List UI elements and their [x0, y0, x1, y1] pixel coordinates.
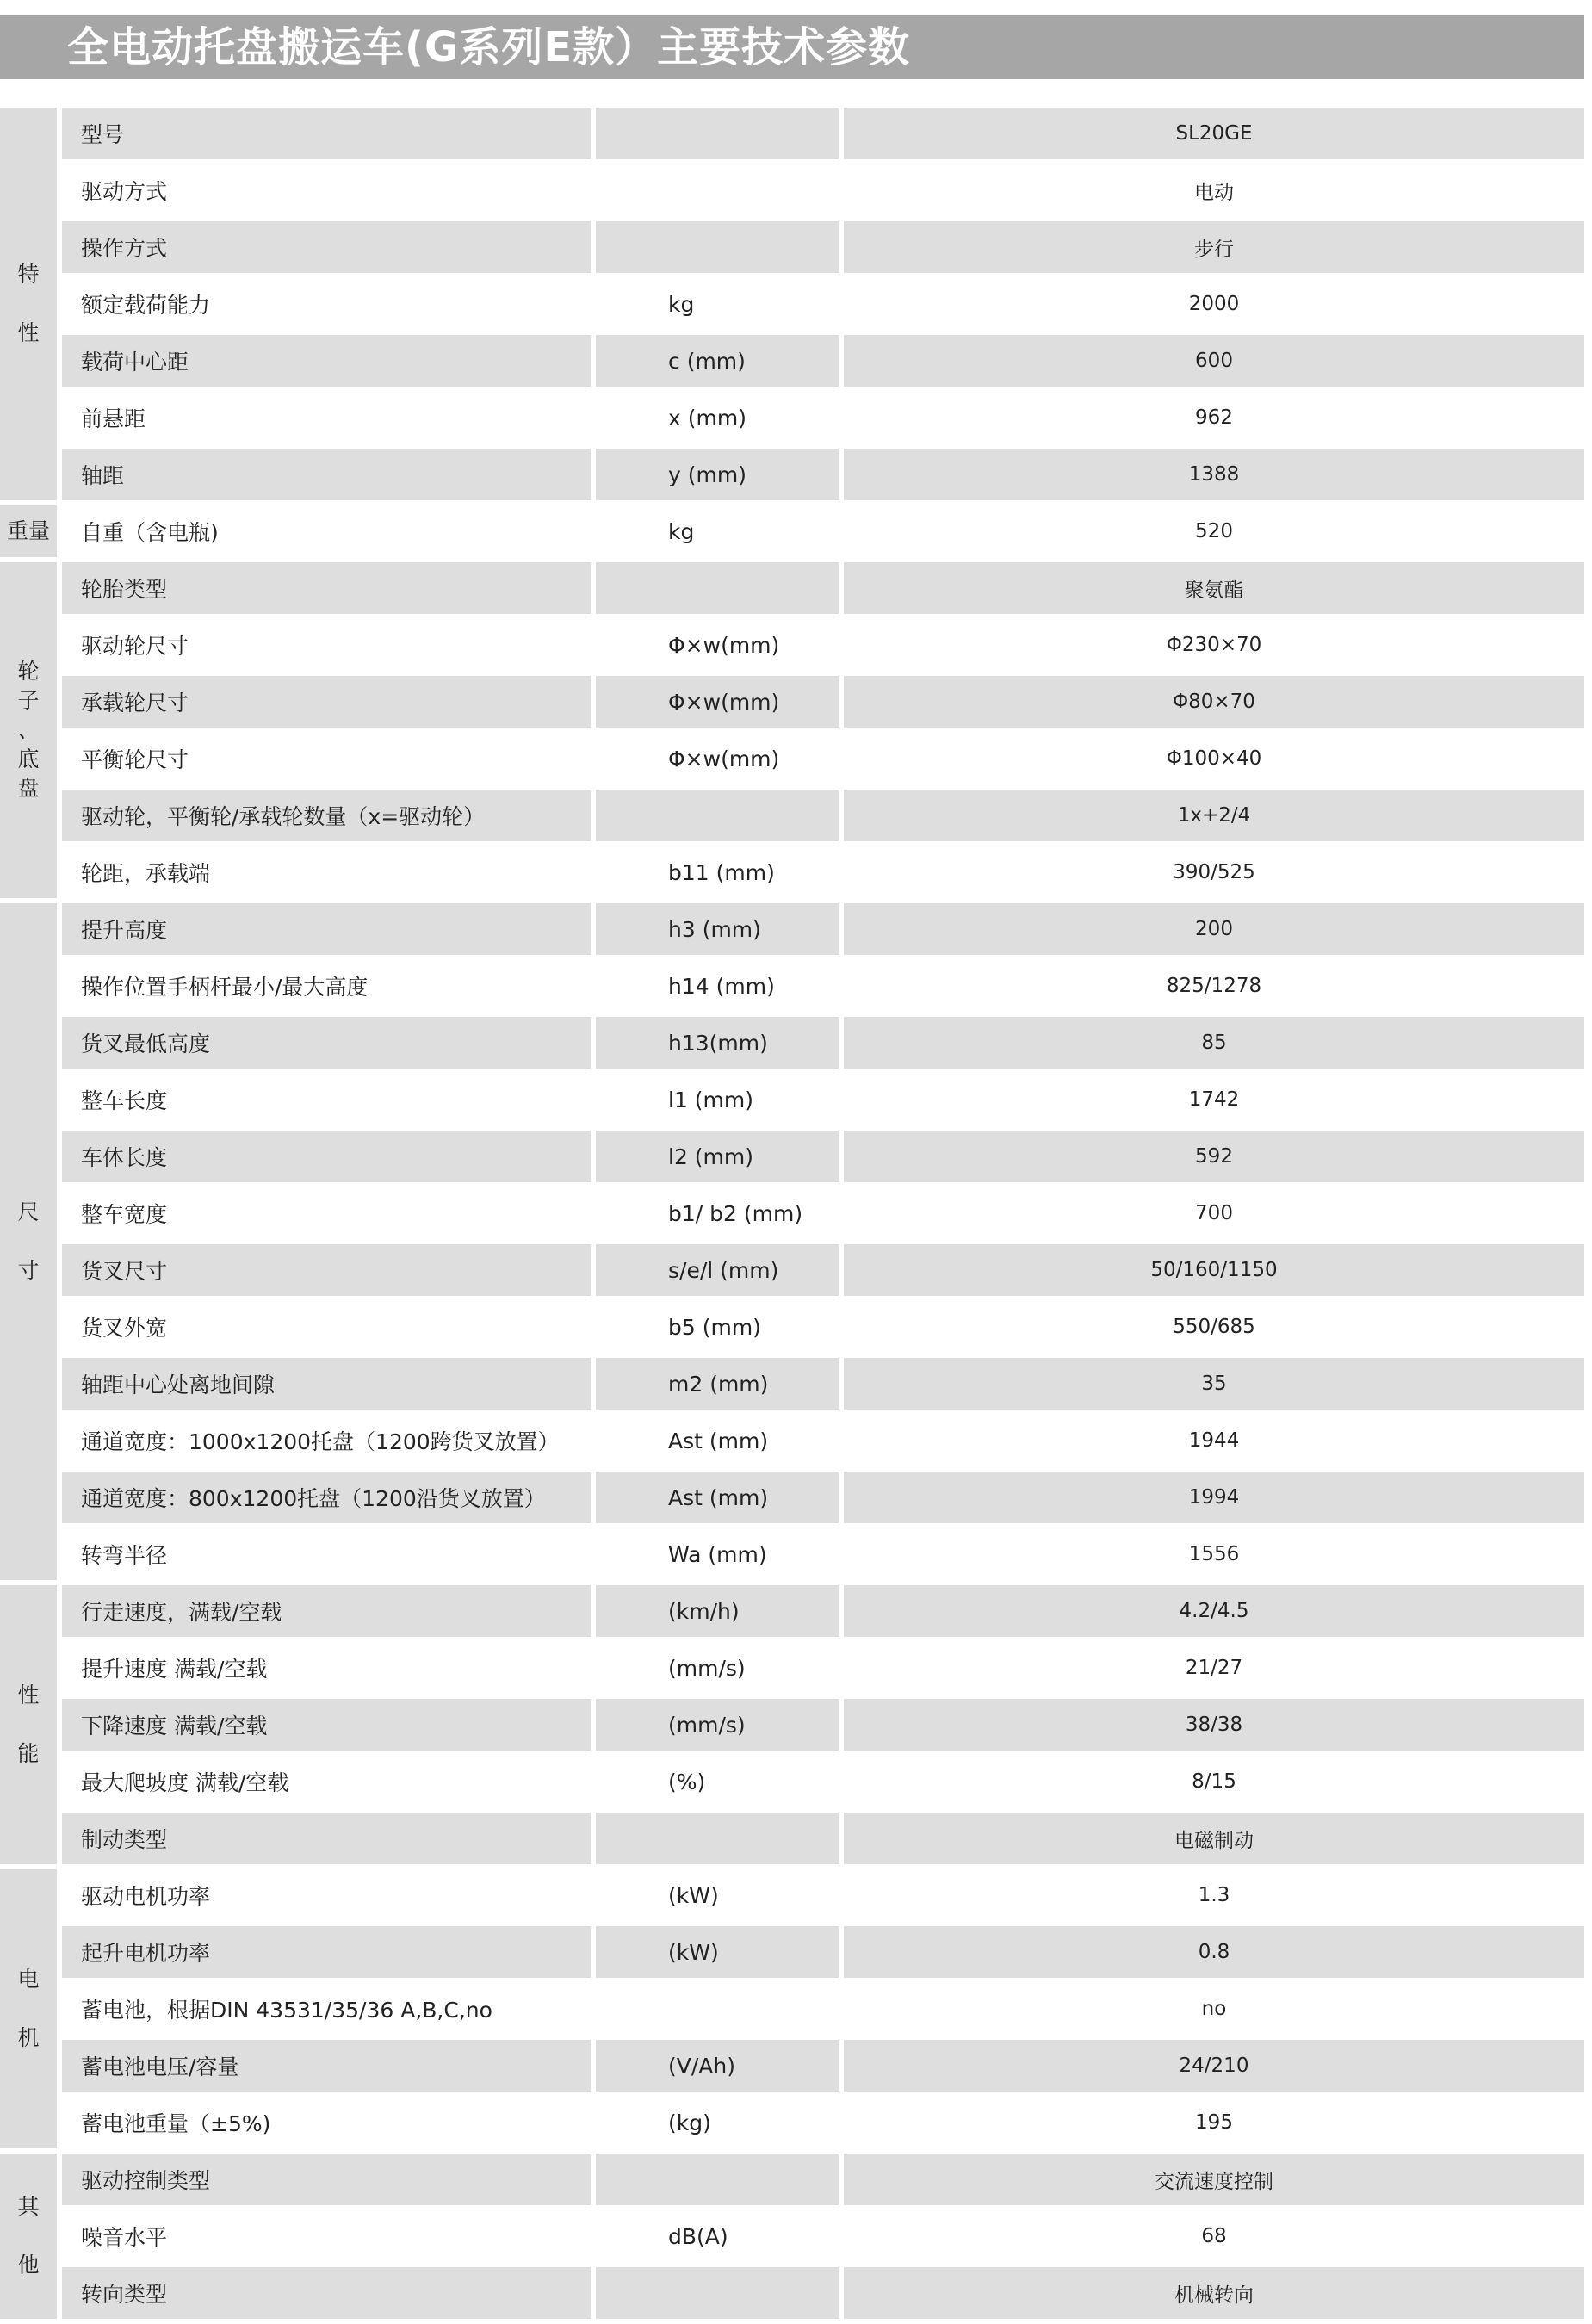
param-name: 整车宽度 — [62, 1187, 591, 1239]
param-unit: (V/Ah) — [596, 2040, 839, 2092]
table-row — [0, 2154, 1584, 2210]
param-name: 蓄电池重量（±5%) — [62, 2097, 591, 2148]
param-name: 蓄电池，根据DIN 43531/35/36 A,B,C,no — [62, 1983, 591, 2035]
table-row — [0, 1017, 1584, 1074]
table-row — [0, 2210, 1584, 2267]
param-unit: b11 (mm) — [596, 846, 839, 898]
param-value: Φ80×70 — [844, 676, 1584, 728]
param-name: 额定载荷能力 — [62, 278, 591, 330]
table-row — [0, 505, 1584, 562]
param-name: 自重（含电瓶) — [62, 505, 591, 557]
param-unit — [596, 221, 839, 273]
table-row — [0, 1358, 1584, 1415]
param-value: Φ230×70 — [844, 619, 1584, 671]
table-row — [0, 1926, 1584, 1983]
param-value: 550/685 — [844, 1301, 1584, 1353]
param-name: 货叉尺寸 — [62, 1244, 591, 1296]
param-name: 前悬距 — [62, 392, 591, 443]
table-row — [0, 2097, 1584, 2154]
param-unit: l2 (mm) — [596, 1131, 839, 1182]
group-label: 电 机 — [17, 1967, 40, 2050]
page-title: 全电动托盘搬运车(G系列E款）主要技术参数 — [67, 23, 911, 71]
group-label: 轮 子 、 底 盘 — [17, 659, 40, 801]
param-unit: Φ×w(mm) — [596, 676, 839, 728]
param-value: 聚氨酯 — [844, 562, 1584, 614]
param-value: 700 — [844, 1187, 1584, 1239]
table-row — [0, 1244, 1584, 1301]
param-unit: y (mm) — [596, 449, 839, 500]
group-label: 其 他 — [17, 2194, 40, 2278]
param-name: 提升速度 满载/空载 — [62, 1642, 591, 1694]
spec-group — [0, 1869, 1584, 2154]
param-value: 1944 — [844, 1415, 1584, 1466]
param-value: 电动 — [844, 164, 1584, 216]
param-unit: h3 (mm) — [596, 903, 839, 955]
param-value: 0.8 — [844, 1926, 1584, 1978]
param-unit: (%) — [596, 1756, 839, 1807]
param-name: 操作方式 — [62, 221, 591, 273]
table-row — [0, 1187, 1584, 1244]
param-unit: Ast (mm) — [596, 1472, 839, 1523]
param-unit: s/e/l (mm) — [596, 1244, 839, 1296]
param-value: 24/210 — [844, 2040, 1584, 2092]
param-value: 机械转向 — [844, 2267, 1584, 2319]
param-name: 蓄电池电压/容量 — [62, 2040, 591, 2092]
param-name: 整车长度 — [62, 1074, 591, 1125]
param-value: SL20GE — [844, 108, 1584, 159]
param-name: 最大爬坡度 满载/空载 — [62, 1756, 591, 1807]
param-name: 货叉最低高度 — [62, 1017, 591, 1069]
param-name: 制动类型 — [62, 1813, 591, 1864]
param-unit — [596, 562, 839, 614]
param-unit: c (mm) — [596, 335, 839, 387]
param-unit: b1/ b2 (mm) — [596, 1187, 839, 1239]
table-row — [0, 221, 1584, 278]
param-name: 车体长度 — [62, 1131, 591, 1182]
table-row — [0, 676, 1584, 733]
param-unit: Ast (mm) — [596, 1415, 839, 1466]
param-value: 68 — [844, 2210, 1584, 2262]
param-value: 592 — [844, 1131, 1584, 1182]
param-name: 轮距，承载端 — [62, 846, 591, 898]
param-unit: l1 (mm) — [596, 1074, 839, 1125]
param-value: 1556 — [844, 1528, 1584, 1580]
param-name: 轴距 — [62, 449, 591, 500]
param-value: 600 — [844, 335, 1584, 387]
param-value: 1742 — [844, 1074, 1584, 1125]
param-name: 下降速度 满载/空载 — [62, 1699, 591, 1751]
param-unit: (mm/s) — [596, 1642, 839, 1694]
param-value: 8/15 — [844, 1756, 1584, 1807]
param-name: 提升高度 — [62, 903, 591, 955]
param-value: 85 — [844, 1017, 1584, 1069]
table-row — [0, 1813, 1584, 1869]
param-unit: Wa (mm) — [596, 1528, 839, 1580]
table-row — [0, 619, 1584, 676]
param-unit: kg — [596, 278, 839, 330]
table-row — [0, 278, 1584, 335]
table-row — [0, 1528, 1584, 1585]
param-unit: Φ×w(mm) — [596, 619, 839, 671]
param-unit: (kW) — [596, 1869, 839, 1921]
group-label: 尺 寸 — [17, 1199, 40, 1283]
param-name: 转向类型 — [62, 2267, 591, 2319]
param-name: 轮胎类型 — [62, 562, 591, 614]
param-name: 货叉外宽 — [62, 1301, 591, 1353]
param-unit: kg — [596, 505, 839, 557]
table-row — [0, 449, 1584, 505]
param-value: 50/160/1150 — [844, 1244, 1584, 1296]
param-unit: (mm/s) — [596, 1699, 839, 1751]
param-unit: (kW) — [596, 1926, 839, 1978]
title-bar — [0, 15, 1584, 79]
param-value: 825/1278 — [844, 960, 1584, 1012]
table-row — [0, 790, 1584, 846]
param-value: 电磁制动 — [844, 1813, 1584, 1864]
param-unit — [596, 790, 839, 841]
param-unit: Φ×w(mm) — [596, 733, 839, 784]
param-unit: (kg) — [596, 2097, 839, 2148]
param-value: 962 — [844, 392, 1584, 443]
table-row — [0, 1131, 1584, 1187]
spec-group — [0, 505, 1584, 562]
table-row — [0, 392, 1584, 449]
param-value: 520 — [844, 505, 1584, 557]
param-unit — [596, 1983, 839, 2035]
table-row — [0, 1699, 1584, 1756]
table-row — [0, 164, 1584, 221]
param-unit — [596, 1813, 839, 1864]
param-name: 型号 — [62, 108, 591, 159]
param-value: no — [844, 1983, 1584, 2035]
param-value: Φ100×40 — [844, 733, 1584, 784]
table-row — [0, 1585, 1584, 1642]
param-value: 38/38 — [844, 1699, 1584, 1751]
param-unit — [596, 108, 839, 159]
table-row — [0, 108, 1584, 164]
param-value: 1388 — [844, 449, 1584, 500]
param-name: 平衡轮尺寸 — [62, 733, 591, 784]
param-name: 驱动控制类型 — [62, 2154, 591, 2205]
table-row — [0, 1869, 1584, 1926]
group-label: 重量 — [6, 518, 50, 543]
table-row — [0, 903, 1584, 960]
table-row — [0, 1983, 1584, 2040]
param-unit: h14 (mm) — [596, 960, 839, 1012]
param-value: 1x+2/4 — [844, 790, 1584, 841]
param-value: 4.2/4.5 — [844, 1585, 1584, 1637]
param-value: 21/27 — [844, 1642, 1584, 1694]
param-unit: b5 (mm) — [596, 1301, 839, 1353]
param-name: 行走速度，满载/空载 — [62, 1585, 591, 1637]
table-row — [0, 1756, 1584, 1813]
param-name: 载荷中心距 — [62, 335, 591, 387]
param-name: 驱动方式 — [62, 164, 591, 216]
param-name: 转弯半径 — [62, 1528, 591, 1580]
param-unit: x (mm) — [596, 392, 839, 443]
table-row — [0, 733, 1584, 790]
param-name: 起升电机功率 — [62, 1926, 591, 1978]
param-unit: h13(mm) — [596, 1017, 839, 1069]
param-name: 驱动轮尺寸 — [62, 619, 591, 671]
table-row — [0, 1301, 1584, 1358]
param-unit: (km/h) — [596, 1585, 839, 1637]
group-label: 性 能 — [17, 1683, 40, 1766]
param-name: 驱动轮，平衡轮/承载轮数量（x=驱动轮） — [62, 790, 591, 841]
param-value: 200 — [844, 903, 1584, 955]
param-name: 操作位置手柄杆最小/最大高度 — [62, 960, 591, 1012]
table-row — [0, 1642, 1584, 1699]
spec-table — [0, 108, 1584, 2324]
param-value: 1.3 — [844, 1869, 1584, 1921]
spec-group — [0, 903, 1584, 1585]
param-name: 承载轮尺寸 — [62, 676, 591, 728]
param-value: 1994 — [844, 1472, 1584, 1523]
table-row — [0, 2040, 1584, 2097]
param-value: 2000 — [844, 278, 1584, 330]
table-row — [0, 1472, 1584, 1528]
param-value: 交流速度控制 — [844, 2154, 1584, 2205]
spec-group — [0, 108, 1584, 505]
group-label: 特 性 — [17, 262, 40, 345]
param-unit: dB(A) — [596, 2210, 839, 2262]
param-unit: m2 (mm) — [596, 1358, 839, 1410]
table-row — [0, 562, 1584, 619]
spec-group — [0, 2154, 1584, 2324]
table-row — [0, 335, 1584, 392]
param-name: 通道宽度：1000x1200托盘（1200跨货叉放置） — [62, 1415, 591, 1466]
table-row — [0, 2267, 1584, 2324]
table-row — [0, 1415, 1584, 1472]
param-value: 195 — [844, 2097, 1584, 2148]
param-name: 噪音水平 — [62, 2210, 591, 2262]
param-value: 390/525 — [844, 846, 1584, 898]
table-row — [0, 846, 1584, 903]
param-name: 通道宽度：800x1200托盘（1200沿货叉放置） — [62, 1472, 591, 1523]
table-row — [0, 1074, 1584, 1131]
param-name: 驱动电机功率 — [62, 1869, 591, 1921]
param-name: 轴距中心处离地间隙 — [62, 1358, 591, 1410]
param-value: 步行 — [844, 221, 1584, 273]
spec-group — [0, 1585, 1584, 1869]
param-unit — [596, 2267, 839, 2319]
spec-group — [0, 562, 1584, 903]
table-row — [0, 960, 1584, 1017]
param-unit — [596, 2154, 839, 2205]
param-value: 35 — [844, 1358, 1584, 1410]
param-unit — [596, 164, 839, 216]
